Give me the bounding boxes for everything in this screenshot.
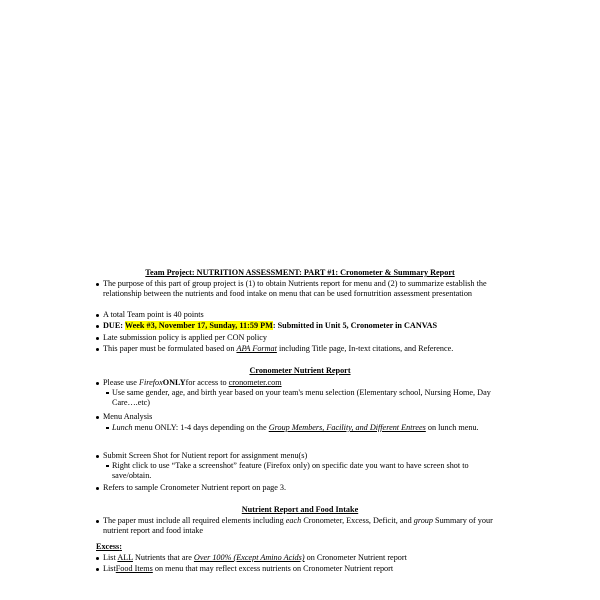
list-all-bullet [96,553,506,563]
food-pre: List [103,564,116,573]
nutrient-report-heading: Nutrient Report and Food Intake [241,505,359,514]
only-word: ONLY [162,378,186,387]
late-policy-bullet [96,333,506,343]
due-rest: : Submitted in Unit 5, Cronometer in CANVAS [272,321,438,330]
points-bullet [96,310,506,320]
apa-format-link[interactable]: APA Format [236,344,277,353]
due-bullet [96,321,506,331]
cronometer-link[interactable]: cronometer.com [228,378,282,387]
sample-bullet [96,483,506,493]
screenshot-text: Submit Screen Shot for Nutient report for assignment menu(s) [103,451,308,460]
use-mid: for access to [185,378,229,387]
team-project-heading: Team Project: NUTRITION ASSESSMENT: PART #1: Cronometer & Summary Report [145,268,455,277]
all-word: ALL [117,553,133,562]
over-100-text: Over 100% (Except Amino Acids) [193,553,305,562]
screenshot-bullet [96,451,506,461]
list-mid: Nutrients that are [132,553,194,562]
list-post: on Cronometer Nutrient report [304,553,407,562]
right-click-text: Right click to use “Take a screenshot” feature (Firefox only) on specific date you want to have screen shot to save/obtain. [112,461,469,480]
due-label: DUE: [103,321,124,330]
due-date-highlight: Week #3, November 17, Sunday, 11:59 PM [124,321,273,330]
lunch-word: Lunch [112,423,133,432]
cronometer-heading: Cronometer Nutrient Report [249,366,351,375]
list-pre: List [103,553,118,562]
lunch-bullet [105,423,503,433]
menu-analysis-bullet [96,412,506,422]
apa-pre: This paper must be formulated based on [103,344,237,353]
paper-mid: Cronometer, Excess, Deficit, and [301,516,414,525]
lunch-post: on lunch menu. [425,423,479,432]
use-pre: Please use [103,378,139,387]
food-items-bullet [96,564,506,574]
food-post: on menu that may reflect excess nutrients on Cronometer Nutrient report [152,564,394,573]
purpose-text: The purpose of this part of group project is (1) to obtain Nutrients report for menu and (2) to summarize establish the relationship between the nutrients and food intake on menu that can be used fornutrition assessment presentation [103,279,487,298]
use-firefox-bullet [96,378,506,388]
apa-bullet [96,344,506,354]
apa-post: including Title page, In-text citations, and Reference. [276,344,454,353]
sample-text: Refers to sample Cronometer Nutrient report on page 3. [103,483,287,492]
paper-bullet [96,516,506,536]
points-text: A total Team point is 40 points [103,310,204,319]
group-word: group [413,516,433,525]
same-gender-bullet [105,388,503,408]
purpose-bullet [96,279,506,299]
food-items-link[interactable]: Food Items [115,564,153,573]
lunch-mid: menu ONLY: 1-4 days depending on the [132,423,269,432]
menu-analysis-text: Menu Analysis [103,412,153,421]
paper-pre: The paper must include all required elements including [103,516,286,525]
late-policy-text: Late submission policy is applied per CON policy [103,333,267,342]
excess-label: Excess: [96,542,122,551]
firefox-word: Firefox [138,378,163,387]
right-click-bullet [105,461,503,481]
each-word: each [285,516,302,525]
paper-post: Summary of your nutrient report and food intake [103,516,493,535]
same-gender-text: Use same gender, age, and birth year based on your team's menu selection (Elementary school, Nursing Home, Day Care….etc) [112,388,491,407]
group-members-link[interactable]: Group Members, Facility, and Different Entrees [268,423,426,432]
